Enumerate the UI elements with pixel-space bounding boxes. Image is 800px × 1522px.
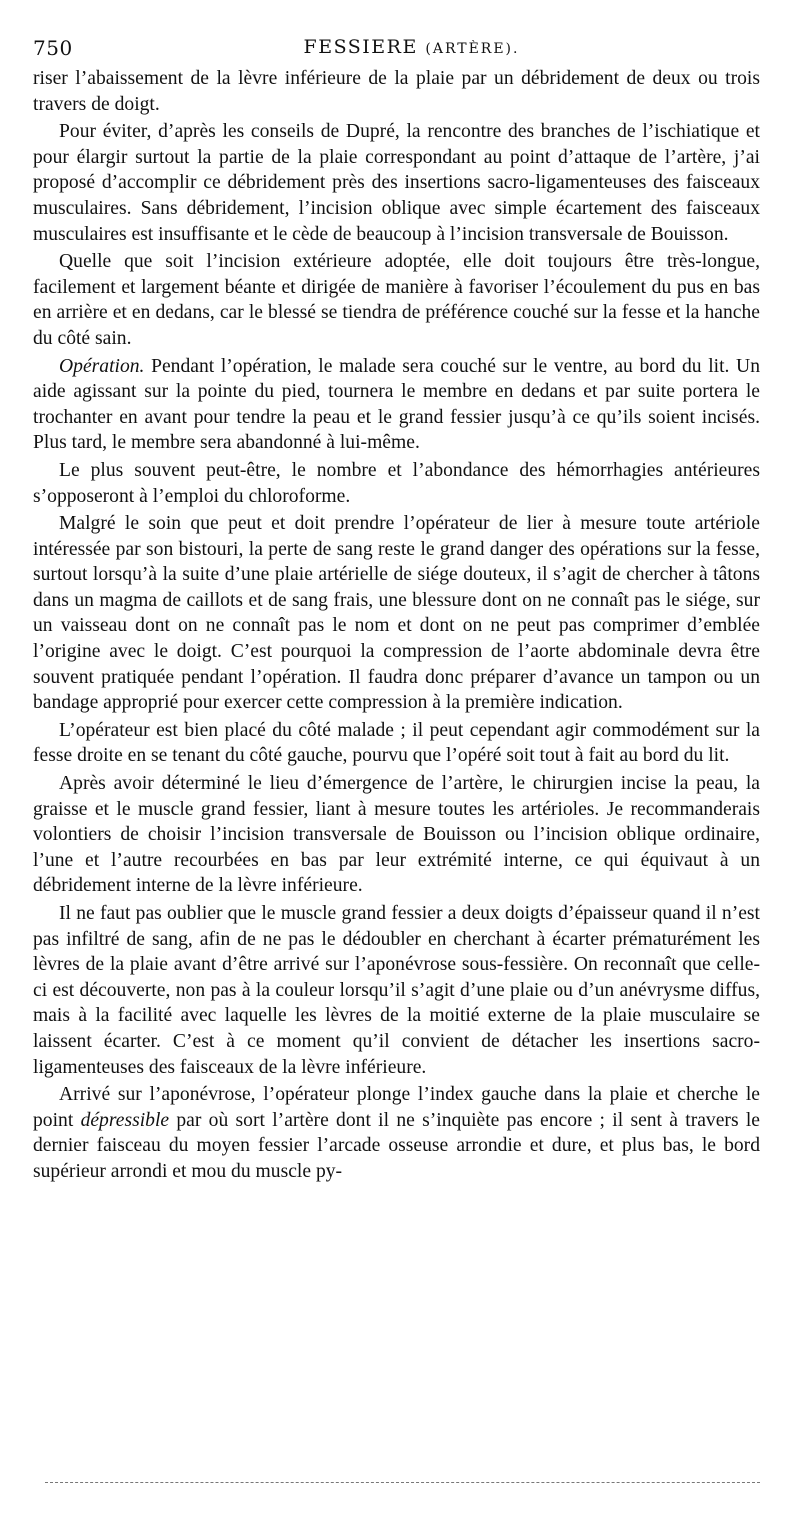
paragraph: Après avoir déterminé le lieu d’émergence de l’artère, le chirurgien incise la peau, la graisse et le muscle grand fessier, liant à mesure toutes les artérioles. Je recommanderais volontiers de choisir l’incision transversale de Bouisson ou l’incision oblique ordinaire, l’une et l’autre recourbées en bas par leur extrémité interne, ce qui équivaut à un débridement interne de la lèvre inférieure. (33, 773, 760, 897)
running-title (33, 36, 760, 58)
paragraph-text: par où sort l’artère dont il ne s’inquiète pas encore ; il sent à travers le dernier faisceau du moyen fessier l’arcade osseuse arrondie et dure, et plus bas, le bord supérieur arrondi et mou du muscle py- (33, 1109, 760, 1182)
footer-rule (45, 1482, 760, 1483)
body-text (33, 66, 760, 1185)
paragraph-text-before: Arrivé sur l’aponévrose, l’opérateur plonge l’index gauche dans la plaie et cherche le point (33, 1084, 760, 1131)
paragraph-operation (33, 354, 760, 456)
running-head (33, 36, 760, 62)
paragraph: Il ne faut pas oublier que le muscle grand fessier a deux doigts d’épaisseur quand il n’est pas infiltré de sang, afin de ne pas le dédoubler en cherchant à écarter prématurément les lèvres de la plaie avant d’être arrivé sur l’aponévrose sous-fessière. On reconnaît que celle-ci est découverte, non pas à la couleur lorsqu’il s’agit d’une plaie ou d’un anévrysme diffus, mais à la facilité avec laquelle les lèvres de la moitié externe de la plaie musculaire se laissent écarter. C’est à ce moment qu’il convient de détacher les insertions sacro-ligamenteuses des faisceaux de la lèvre inférieure. (33, 903, 760, 1078)
paragraph: Le plus souvent peut-être, le nombre et l’abondance des hémorrhagies antérieures s’opposeront à l’emploi du chloroforme. (33, 459, 760, 507)
running-title-parenthetical: (ARTÈRE). (425, 41, 520, 57)
paragraph: Pour éviter, d’après les conseils de Dupré, la rencontre des branches de l’ischiatique et pour élargir surtout la partie de la plaie correspondant au point d’attaque de l’artère, j’ai proposé d’accomplir ce débridement près des insertions sacro-ligamenteuses des faisceaux musculaires. Sans débridement, l’incision oblique avec simple écartement des faisceaux musculaires est insuffisante et le cède de beaucoup à l’incision transversale de Bouisson. (33, 121, 760, 245)
paragraph: Quelle que soit l’incision extérieure adoptée, elle doit toujours être très-longue, facilement et largement béante et dirigée de manière à favoriser l’écoulement du pus en bas en arrière et en dedans, car le blessé se tiendra de préférence couché sur la fesse et la hanche du côté sain. (33, 251, 760, 349)
paragraph: L’opérateur est bien placé du côté malade ; il peut cependant agir commodément sur la fesse droite en se tenant du côté gauche, pourvu que l’opéré soit tout à fait au bord du lit. (33, 719, 760, 767)
paragraph: Malgré le soin que peut et doit prendre l’opérateur de lier à mesure toute artériole intéressée par son bistouri, la perte de sang reste le grand danger des opérations sur la fesse, surtout lorsqu’à la suite d’une plaie artérielle de siége douteux, il s’agit de chercher à tâtons dans un magma de caillots et de sang frais, une blessure dont on ne connaît pas le siége, sur un vaisseau dont on ne connaît pas le nom et dont on ne peut pas comprimer d’emblée l’origine avec le doigt. C’est pourquoi la compression de l’aorte abdominale devra être souvent pratiquée pendant l’opération. Il faudra donc préparer d’avance un tampon ou un bandage approprié pour exercer cette compression à la première indication. (33, 513, 760, 714)
paragraph-last (33, 1082, 760, 1184)
page-number: 750 (33, 36, 73, 60)
section-lead-italic: Opération. (59, 355, 145, 377)
inline-italic: dépressible (80, 1109, 170, 1131)
running-title-main: FESSIERE (303, 36, 418, 58)
paragraph-text: Pendant l’opération, le malade sera couché sur le ventre, au bord du lit. Un aide agissant sur la pointe du pied, tournera le membre en dedans et par suite portera le trochanter en avant pour tendre la peau et le grand fessier jusqu’à ce qu’ils soient incisés. Plus tard, le membre sera abandonné à lui-même. (33, 355, 760, 454)
paragraph-continued: riser l’abaissement de la lèvre inférieure de la plaie par un débridement de deux ou trois travers de doigt. (33, 68, 760, 115)
